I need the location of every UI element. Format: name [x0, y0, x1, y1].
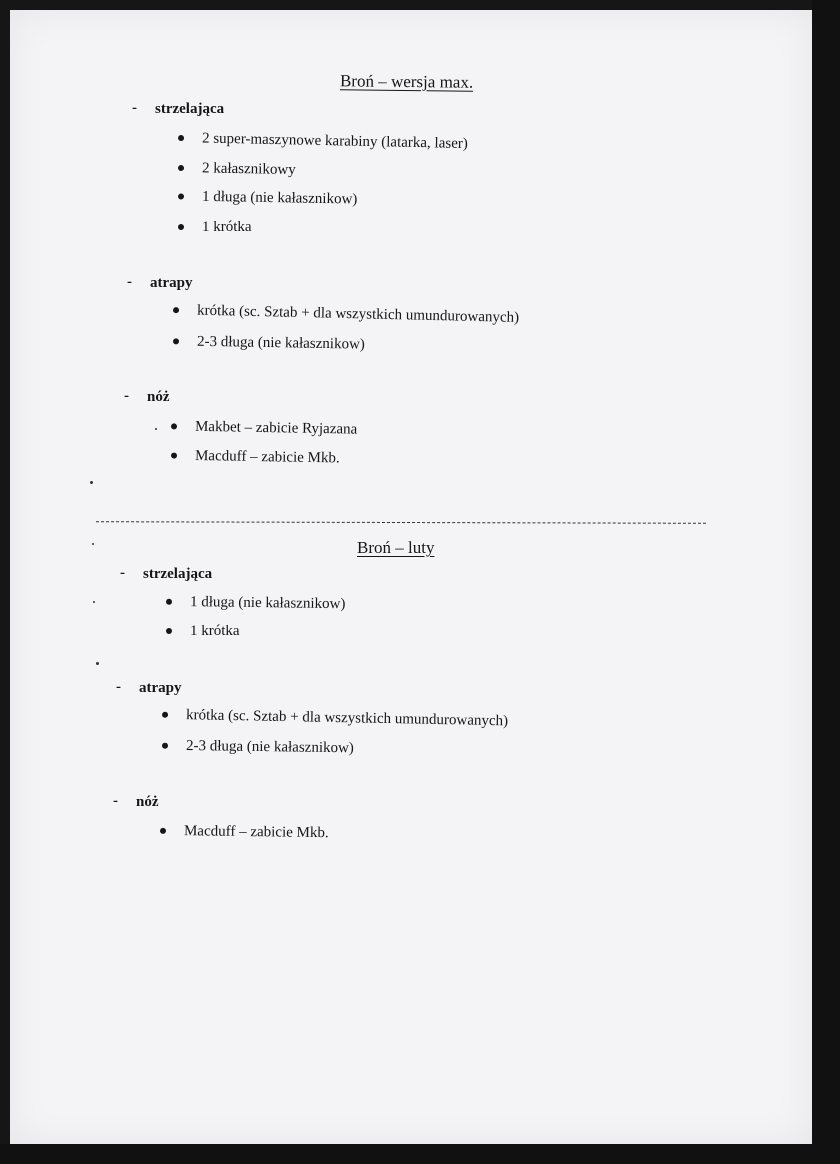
- scan-border-right: [812, 0, 840, 1164]
- bullet-icon: [178, 224, 184, 230]
- bullet-icon: [178, 135, 184, 141]
- group-label-knife: nóż: [136, 794, 159, 810]
- dash-marker: -: [124, 388, 129, 404]
- list-item: 1 długa (nie kałasznikow): [166, 594, 346, 614]
- scan-speck: [90, 481, 93, 484]
- bullet-icon: [178, 193, 184, 199]
- list-item: 1 krótka: [178, 219, 252, 236]
- group-label-knife: nóż: [147, 389, 170, 405]
- scan-border-left: [0, 0, 10, 1164]
- bullet-icon: [173, 338, 179, 344]
- scan-speck: [96, 662, 99, 665]
- dash-marker: -: [132, 100, 137, 116]
- group-label-dummies: atrapy: [150, 275, 193, 291]
- dash-marker: -: [120, 565, 125, 581]
- list-item: Makbet – zabicie Ryjazana: [171, 418, 358, 438]
- scan-border-top: [0, 0, 840, 10]
- scan-border-bottom: [0, 1144, 840, 1164]
- scan-speck: [155, 428, 157, 430]
- list-item: 1 krótka: [166, 623, 240, 640]
- dash-marker: -: [116, 679, 121, 695]
- list-item: 2 kałasznikowy: [178, 160, 296, 179]
- list-item: krótka (sc. Sztab + dla wszystkich umundurowanych): [162, 707, 508, 731]
- section-title-max: Broń – wersja max.: [339, 71, 474, 92]
- list-item: 2 super-maszynowe karabiny (latarka, laser): [178, 130, 468, 153]
- bullet-icon: [171, 452, 177, 458]
- bullet-icon: [166, 598, 172, 604]
- list-item: Macduff – zabicie Mkb.: [160, 823, 329, 842]
- scan-speck: [93, 601, 95, 603]
- list-item: 2-3 długa (nie kałasznikow): [173, 333, 365, 353]
- section-title-february: Broń – luty: [357, 538, 435, 557]
- scan-speck: [92, 543, 94, 545]
- list-item: 1 długa (nie kałasznikow): [178, 188, 358, 208]
- list-item: krótka (sc. Sztab + dla wszystkich umundurowanych): [173, 302, 519, 327]
- list-item: Macduff – zabicie Mkb.: [171, 448, 340, 468]
- dash-marker: -: [113, 793, 118, 809]
- dash-marker: -: [127, 274, 132, 290]
- document-page: [10, 10, 812, 1144]
- bullet-icon: [160, 827, 166, 833]
- bullet-icon: [162, 711, 168, 717]
- bullet-icon: [166, 628, 172, 634]
- bullet-icon: [178, 165, 184, 171]
- list-item: 2-3 długa (nie kałasznikow): [162, 738, 354, 758]
- group-label-shooting: strzelająca: [155, 101, 225, 117]
- group-label-dummies: atrapy: [139, 680, 182, 696]
- bullet-icon: [171, 423, 177, 429]
- bullet-icon: [173, 307, 179, 313]
- bullet-icon: [162, 742, 168, 748]
- group-label-shooting: strzelająca: [143, 566, 213, 582]
